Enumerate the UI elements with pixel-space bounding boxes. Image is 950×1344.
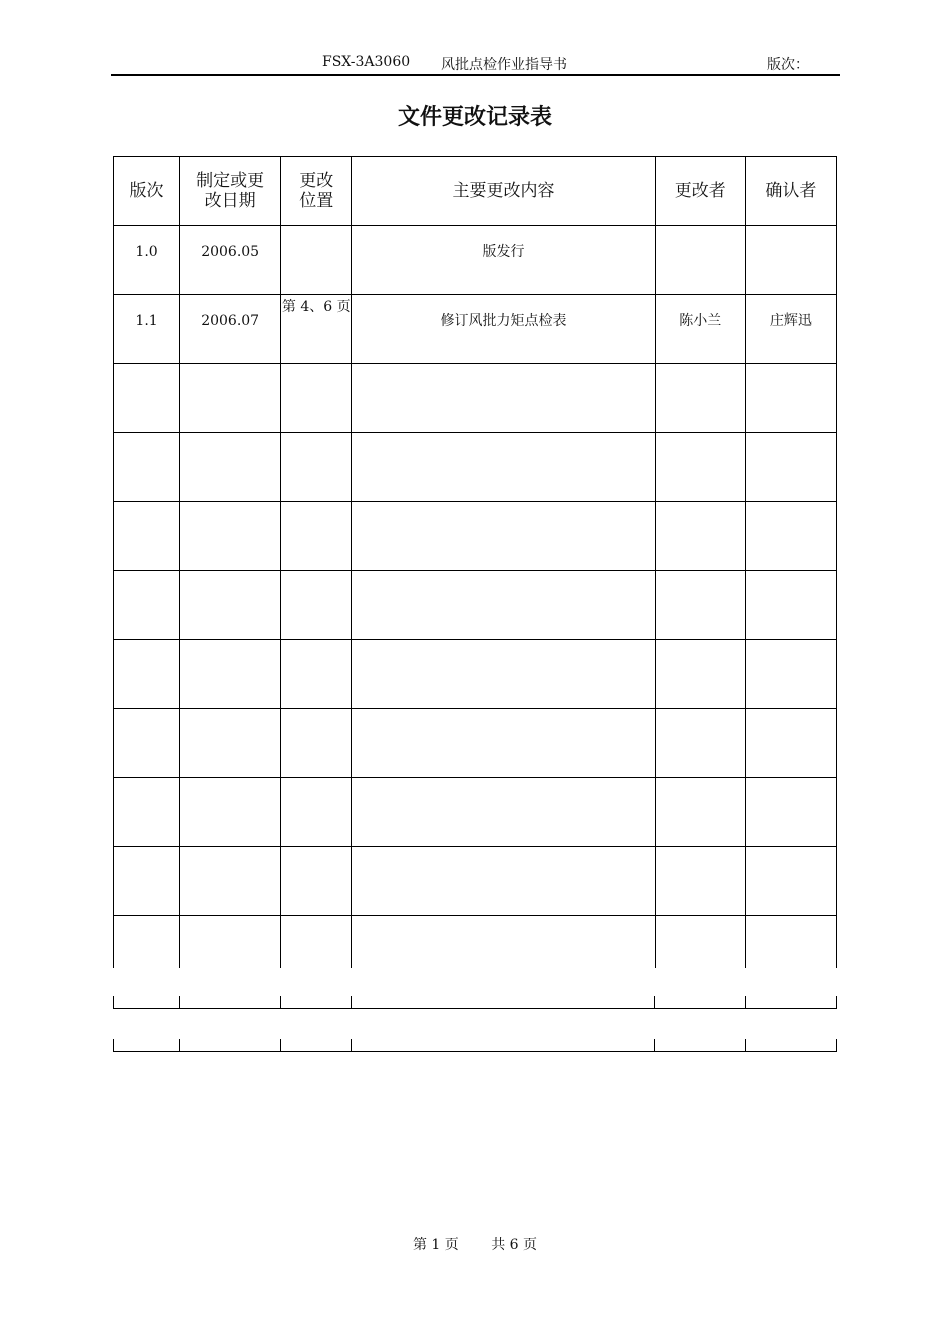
- cell-date-text: 2006.05: [201, 244, 260, 260]
- document-code: FSX-3A3060: [322, 54, 411, 70]
- cell-position: [281, 709, 352, 778]
- cell-content: [352, 502, 655, 571]
- cell-date-text: [180, 847, 280, 861]
- cell-date: [180, 364, 281, 433]
- cell-content: [352, 433, 655, 502]
- cell-editor-text: [656, 364, 745, 378]
- cell-position: [281, 778, 352, 847]
- cell-position-text: [281, 571, 351, 585]
- cell-editor: [655, 226, 745, 295]
- cell-position: [281, 502, 352, 571]
- cell-confirmer-text: [746, 226, 836, 240]
- cell-position: [281, 571, 352, 640]
- cell-date: [180, 778, 281, 847]
- table-header-row: [114, 157, 837, 226]
- table-fragment-row: [113, 996, 837, 1009]
- cell-position-text: [281, 640, 351, 654]
- cell-date-text: [180, 433, 280, 447]
- cell-version: [114, 778, 180, 847]
- cell-content-text: [352, 778, 654, 792]
- table-body: [114, 226, 837, 985]
- cell-content-text: [352, 571, 654, 585]
- cell-date-text: [180, 778, 280, 792]
- cell-confirmer-text: [746, 847, 836, 861]
- cell-position-text: [281, 226, 351, 240]
- cell-date-text: [180, 709, 280, 723]
- cell-confirmer-text: [746, 433, 836, 447]
- cell-version-text: [114, 640, 179, 654]
- cell-content-text: 修订风批力矩点检表: [440, 313, 567, 329]
- cell-date-text: 2006.07: [201, 313, 260, 329]
- cell-position-text: [281, 709, 351, 723]
- cell-version: [114, 226, 180, 295]
- cell-date-text: [180, 571, 280, 585]
- cell-position: [281, 295, 352, 364]
- cell-confirmer-text: [746, 916, 836, 930]
- cell-editor-text: [656, 640, 745, 654]
- cell-confirmer-text: [746, 502, 836, 516]
- cell-confirmer: [745, 571, 836, 640]
- cell-version-text: [114, 709, 179, 723]
- cell-editor: [655, 364, 745, 433]
- page-header: [111, 52, 840, 76]
- cell-version: [114, 640, 180, 709]
- table-row: [114, 433, 837, 502]
- page-total: 共 6 页: [491, 1237, 538, 1253]
- cell-date: [180, 847, 281, 916]
- cell-editor: [655, 295, 745, 364]
- cell-version: [114, 295, 180, 364]
- cell-confirmer: [745, 295, 836, 364]
- cell-confirmer-text: [746, 640, 836, 654]
- cell-editor: [655, 847, 745, 916]
- cell-content-text: [352, 433, 654, 447]
- document-title: 风批点检作业指导书: [441, 57, 567, 73]
- table-row: [114, 502, 837, 571]
- table-fragment-row: [113, 1039, 837, 1052]
- cell-confirmer: [745, 709, 836, 778]
- cell-content: [352, 295, 655, 364]
- cell-content-text: [352, 364, 654, 378]
- cell-version: [114, 364, 180, 433]
- cell-editor: [655, 571, 745, 640]
- cell-confirmer-text: [746, 778, 836, 792]
- table-cutoff-gap: [110, 968, 840, 996]
- cell-content: [352, 571, 655, 640]
- cell-content-text: [352, 640, 654, 654]
- cell-editor-text: 陈小兰: [679, 313, 722, 329]
- cell-date: [180, 433, 281, 502]
- cell-version: [114, 847, 180, 916]
- cell-content-text: [352, 916, 654, 930]
- cell-position: [281, 226, 352, 295]
- cell-confirmer: [745, 502, 836, 571]
- cell-confirmer: [745, 778, 836, 847]
- table-cutoff-gap: [110, 1009, 840, 1039]
- cell-version: [114, 709, 180, 778]
- cell-date-text: [180, 640, 280, 654]
- cell-editor: [655, 709, 745, 778]
- cell-editor-text: [656, 226, 745, 240]
- cell-content-text: [352, 847, 654, 861]
- cell-version: [114, 571, 180, 640]
- cell-confirmer: [745, 226, 836, 295]
- cell-editor: [655, 502, 745, 571]
- cell-editor-text: [656, 571, 745, 585]
- cell-position-text: [281, 502, 351, 516]
- cell-date-text: [180, 916, 280, 930]
- table-row: [114, 364, 837, 433]
- cell-version-text: 1.1: [135, 313, 158, 329]
- table-row: [114, 847, 837, 916]
- cell-editor-text: [656, 502, 745, 516]
- cell-version-text: [114, 571, 179, 585]
- cell-date: [180, 709, 281, 778]
- cell-editor: [655, 640, 745, 709]
- cell-version-text: [114, 433, 179, 447]
- cell-editor-text: [656, 916, 745, 930]
- table-row: [114, 571, 837, 640]
- column-header-content: 主要更改内容: [352, 157, 655, 226]
- cell-date: [180, 571, 281, 640]
- column-header-position: 更改位置: [281, 157, 352, 226]
- cell-version-text: [114, 916, 179, 930]
- cell-confirmer-text: [746, 709, 836, 723]
- cell-content: [352, 709, 655, 778]
- cell-content: [352, 778, 655, 847]
- column-header-editor: 更改者: [655, 157, 745, 226]
- cell-position-text: [281, 364, 351, 378]
- cell-editor-text: [656, 433, 745, 447]
- cell-position: [281, 364, 352, 433]
- page-title: 文件更改记录表: [397, 105, 552, 130]
- cell-date: [180, 502, 281, 571]
- table-row: [114, 640, 837, 709]
- cell-editor-text: [656, 778, 745, 792]
- cell-version: [114, 433, 180, 502]
- cell-version: [114, 502, 180, 571]
- cell-position-text: [281, 847, 351, 861]
- cell-version-text: [114, 847, 179, 861]
- cell-version-text: 1.0: [135, 244, 158, 260]
- cell-confirmer-text: [746, 364, 836, 378]
- cell-confirmer: [745, 640, 836, 709]
- cell-position: [281, 640, 352, 709]
- page-footer: [0, 1234, 950, 1254]
- cell-version-text: [114, 364, 179, 378]
- cell-position-text: [281, 433, 351, 447]
- cell-editor-text: [656, 709, 745, 723]
- cell-date-text: [180, 502, 280, 516]
- version-label: 版次：: [767, 57, 809, 73]
- column-header-version: 版次: [114, 157, 180, 226]
- cell-confirmer-text: [746, 571, 836, 585]
- cell-date-text: [180, 364, 280, 378]
- cell-editor-text: [656, 847, 745, 861]
- cell-date: [180, 295, 281, 364]
- cell-position-text: [281, 916, 351, 930]
- cell-content: [352, 364, 655, 433]
- cell-date: [180, 640, 281, 709]
- column-header-date: 制定或更改日期: [180, 157, 281, 226]
- column-header-confirmer: 确认者: [745, 157, 836, 226]
- cell-version-text: [114, 502, 179, 516]
- cell-confirmer: [745, 847, 836, 916]
- cell-content-text: [352, 709, 654, 723]
- cell-version-text: [114, 778, 179, 792]
- cell-content: [352, 847, 655, 916]
- table-row: [114, 226, 837, 295]
- cell-position: [281, 847, 352, 916]
- cell-confirmer: [745, 364, 836, 433]
- table-row: [114, 778, 837, 847]
- cell-confirmer: [745, 433, 836, 502]
- page-number: 第 1 页: [412, 1237, 459, 1253]
- cell-content-text: 版发行: [482, 244, 525, 260]
- cell-position-text: 第 4、6 页: [281, 299, 351, 315]
- cell-content: [352, 226, 655, 295]
- change-record-table: [113, 156, 837, 985]
- cell-position-text: [281, 778, 351, 792]
- cell-content-text: [352, 502, 654, 516]
- cell-editor: [655, 778, 745, 847]
- cell-content: [352, 640, 655, 709]
- cell-confirmer-text: 庄辉迅: [769, 313, 812, 329]
- cell-date: [180, 226, 281, 295]
- cell-position: [281, 433, 352, 502]
- cell-editor: [655, 433, 745, 502]
- table-row: [114, 709, 837, 778]
- table-row: [114, 295, 837, 364]
